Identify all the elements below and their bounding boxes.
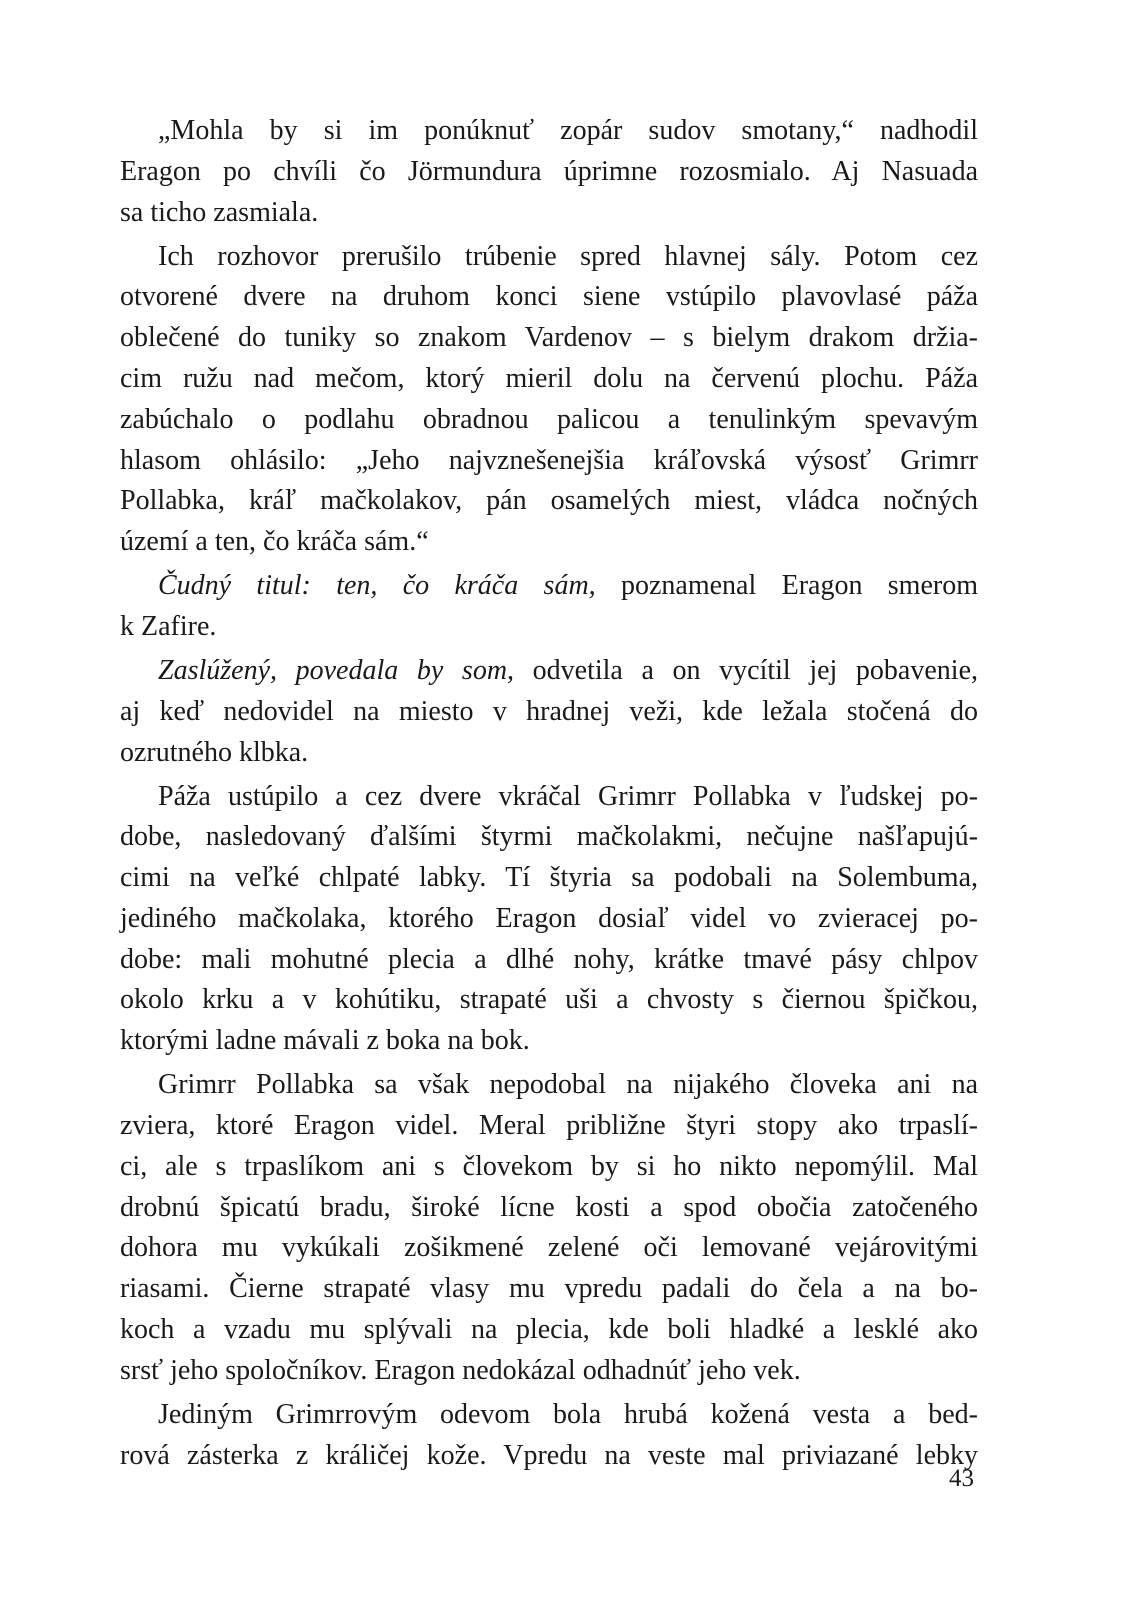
paragraph-4 [120, 651, 978, 773]
text-line: zabúchalo o podlahu obradnou palicou a tenulinkým spevavým [120, 403, 978, 435]
text-line: Páža ustúpilo a cez dvere vkráčal Grimrr Pollabka v ľudskej po- [158, 780, 978, 812]
text-line: aj keď nedovidel na miesto v hradnej veži, kde ležala stočená do [120, 695, 978, 727]
paragraph-1 [120, 111, 978, 233]
text-line: sa ticho zasmiala. [120, 196, 319, 228]
text-line: ktorými ladne mávali z boka na bok. [120, 1025, 530, 1057]
text-segment: odvetila a on vycítil jej pobavenie, [514, 654, 978, 686]
text-line: dobe: mali mohutné plecia a dlhé nohy, krátke tmavé pásy chlpov [120, 943, 978, 975]
text-line: dohora mu vykúkali zošikmené zelené oči lemované vejárovitými [120, 1232, 978, 1264]
text-line: koch a vzadu mu splývali na plecia, kde boli hladké a lesklé ako [120, 1314, 978, 1346]
text-line: riasami. Čierne strapaté vlasy mu vpredu padali do čela a na bo- [120, 1273, 978, 1305]
text-line: ozrutného klbka. [120, 736, 309, 768]
text-line: cim ružu nad mečom, ktorý mieril dolu na červenú plochu. Páža [120, 362, 978, 394]
text-line: srsť jeho spoločníkov. Eragon nedokázal odhadnúť jeho vek. [120, 1354, 801, 1386]
text-segment: poznamenal Eragon smerom [595, 570, 978, 602]
body-text [120, 111, 978, 1480]
text-line: Eragon po chvíli čo Jörmundura úprimne rozosmialo. Aj Nasuada [120, 155, 978, 187]
text-line: okolo krku a v kohútiku, strapaté uši a chvosty s čiernou špičkou, [120, 984, 978, 1016]
text-line: rová zásterka z králičej kože. Vpredu na veste mal priviazané lebky [120, 1439, 978, 1471]
paragraph-3 [120, 566, 978, 648]
text-line: ci, ale s trpaslíkom ani s človekom by si ho nikto nepomýlil. Mal [120, 1150, 978, 1182]
paragraph-2 [120, 237, 978, 563]
text-line: dobe, nasledovaný ďalšími štyrmi mačkolakmi, nečujne našľapujú- [120, 821, 978, 853]
text-line: k Zafire. [120, 610, 217, 642]
text-line: drobnú špicatú bradu, široké lícne kosti a spod obočia zatočeného [120, 1191, 978, 1223]
text-line: Pollabka, kráľ mačkolakov, pán osamelých miest, vládca nočných [120, 485, 978, 517]
text-line [120, 566, 978, 607]
italic-thought: Zaslúžený, povedala by som, [158, 654, 515, 686]
text-line: hlasom ohlásilo: „Jeho najvznešenejšia kráľovská výsosť Grimrr [120, 444, 978, 476]
page-number: 43 [949, 1465, 974, 1492]
text-line: Jediným Grimrrovým odevom bola hrubá kožená vesta a bed- [158, 1398, 978, 1430]
text-line: Ich rozhovor prerušilo trúbenie spred hlavnej sály. Potom cez [158, 240, 978, 272]
paragraph-7 [120, 1395, 978, 1477]
text-line: „Mohla by si im ponúknuť zopár sudov smotany,“ nadhodil [158, 115, 978, 146]
italic-thought: Čudný titul: ten, čo kráča sám, [158, 570, 596, 602]
text-line: cimi na veľké chlpaté labky. Tí štyria sa podobali na Solembuma, [120, 862, 978, 894]
paragraph-5 [120, 777, 978, 1063]
text-line [120, 651, 978, 692]
paragraph-6 [120, 1065, 978, 1391]
text-line: území a ten, čo kráča sám.“ [120, 526, 429, 558]
text-line: oblečené do tuniky so znakom Vardenov – s bielym drakom držia- [120, 322, 978, 354]
text-line: zviera, ktoré Eragon videl. Meral približne štyri stopy ako trpaslí- [120, 1110, 978, 1142]
text-line: otvorené dvere na druhom konci siene vstúpilo plavovlasé páža [120, 281, 978, 313]
text-line: Grimrr Pollabka sa však nepodobal na nijakého človeka ani na [158, 1069, 978, 1101]
text-line: jediného mačkolaka, ktorého Eragon dosiaľ videl vo zvieracej po- [120, 902, 978, 934]
